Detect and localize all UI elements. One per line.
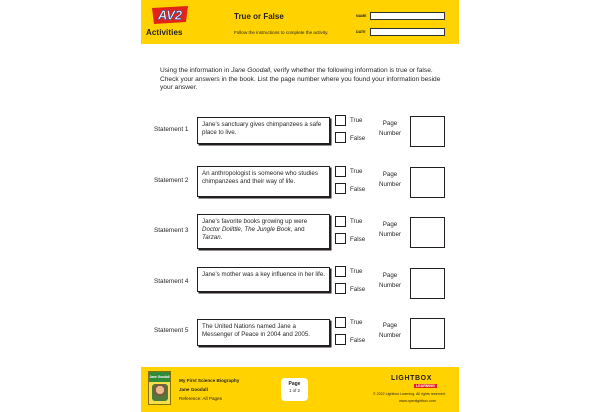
- date-label: DATE: [356, 30, 366, 34]
- page-label-line-1: Page: [382, 322, 398, 329]
- statement-3-page-number-field[interactable]: [410, 217, 445, 248]
- statement-5-page-label: [373, 321, 407, 341]
- statement-3-label: Statement 3: [154, 227, 189, 234]
- statement-3-false-label: False: [350, 236, 366, 243]
- statement-1-true-checkbox[interactable]: [335, 115, 346, 126]
- statement-2-page-number-field[interactable]: [410, 167, 445, 198]
- header-band: [141, 0, 459, 44]
- statement-2-page-label: [373, 170, 407, 190]
- logo-caption: Activities: [146, 28, 183, 37]
- worksheet-subtitle: Follow the instructions to complete the activity.: [234, 30, 329, 35]
- statement-3-page-label: [373, 220, 407, 240]
- statement-1-false-label: False: [350, 135, 366, 142]
- statement-1-label: Statement 1: [154, 126, 189, 133]
- page-label-line-2: Number: [378, 281, 401, 289]
- lightbox-logo-sub: LEARNING: [416, 384, 435, 388]
- statement-5-text: The United Nations named Jane a Messenger of Peace in 2004 and 2005.: [197, 319, 330, 346]
- statement-2-label: Statement 2: [154, 177, 189, 184]
- statement-2-true-checkbox[interactable]: [335, 166, 346, 177]
- statement-2-true-label: True: [350, 168, 363, 175]
- statement-1-false-checkbox[interactable]: [335, 132, 346, 143]
- footer-series: My First Science Biography: [179, 378, 240, 383]
- page-indicator-count: 1 of 2: [289, 388, 300, 393]
- statement-5-true-checkbox[interactable]: [335, 317, 346, 328]
- statement-5-page-number-field[interactable]: [410, 318, 445, 349]
- page-label-line-2: Number: [378, 331, 401, 339]
- statement-3-text-a: Jane’s favorite books growing up were: [202, 218, 308, 225]
- page-label-line-1: Page: [382, 221, 398, 228]
- statement-5-false-label: False: [350, 337, 366, 344]
- statement-4-page-number-field[interactable]: [410, 268, 445, 299]
- lightbox-logo: LIGHTBOX: [391, 375, 432, 382]
- book-cover-image: [148, 371, 171, 405]
- statement-1-page-label: [373, 119, 407, 139]
- statement-2-text: An anthropologist is someone who studies chimpanzees and their way of life.: [197, 166, 330, 197]
- statement-4-page-label: [373, 271, 407, 291]
- svg-text:AV2: AV2: [157, 7, 183, 23]
- statement-4-label: Statement 4: [154, 278, 189, 285]
- instructions-text: [160, 67, 445, 93]
- statement-5-false-checkbox[interactable]: [335, 334, 346, 345]
- instructions-part-1: Using the information in: [160, 67, 232, 74]
- statement-4-true-label: True: [350, 268, 363, 275]
- worksheet-page: [141, 0, 459, 412]
- statement-1-text: Jane’s sanctuary gives chimpanzees a safe place to live.: [197, 117, 330, 144]
- av2-logo: [150, 5, 190, 25]
- footer-book: Jane Goodall: [179, 387, 208, 392]
- instructions-part-2: , verify whether the following information is true or false. Check your answers in the book. List the page number where you found your information beside your answer.: [160, 67, 441, 92]
- name-label: NAME: [356, 14, 367, 18]
- page-label-line-1: Page: [382, 171, 398, 178]
- statement-4-text: Jane’s mother was a key influence in her life.: [197, 267, 330, 292]
- statement-4-false-checkbox[interactable]: [335, 283, 346, 294]
- instructions-book-title: Jane Goodall: [231, 67, 270, 74]
- page-indicator: [281, 378, 308, 401]
- worksheet-title: True or False: [234, 12, 284, 21]
- statement-5-label: Statement 5: [154, 327, 189, 334]
- statement-1-true-label: True: [350, 117, 363, 124]
- copyright-text: © 2022 Lightbox Learning. All rights reserved.: [373, 392, 446, 396]
- statement-2-false-checkbox[interactable]: [335, 183, 346, 194]
- footer-reference: Reference: All Pages: [179, 396, 222, 401]
- statement-3-book-3: Tarzan: [202, 234, 221, 242]
- page-label-line-2: Number: [378, 230, 401, 238]
- page-indicator-label: Page: [288, 381, 301, 387]
- statement-3-false-checkbox[interactable]: [335, 233, 346, 244]
- statement-3-book-1: Doctor Dolittle: [202, 226, 241, 234]
- statement-3-text: [197, 214, 330, 249]
- statement-3-book-2: The Jungle Book: [244, 226, 291, 234]
- statement-3-true-checkbox[interactable]: [335, 216, 346, 227]
- statement-4-true-checkbox[interactable]: [335, 266, 346, 277]
- statement-4-false-label: False: [350, 286, 366, 293]
- page-label-line-1: Page: [382, 272, 398, 279]
- book-cover-photo: [152, 384, 168, 401]
- page-label-line-2: Number: [378, 180, 401, 188]
- statement-3-text-c: , and: [290, 226, 305, 234]
- statement-5-true-label: True: [350, 319, 363, 326]
- date-field[interactable]: [370, 28, 445, 36]
- statement-2-false-label: False: [350, 186, 366, 193]
- book-cover-title: Jane Goodall: [149, 372, 170, 382]
- statement-1-page-number-field[interactable]: [410, 116, 445, 147]
- statement-3-text-d: .: [220, 234, 223, 242]
- statement-3-text-b: ,: [240, 226, 245, 234]
- statement-3-true-label: True: [350, 218, 363, 225]
- website-link[interactable]: www.openlightbox.com: [399, 399, 436, 403]
- page-label-line-1: Page: [382, 120, 398, 127]
- name-field[interactable]: [370, 12, 445, 20]
- page-label-line-2: Number: [378, 129, 401, 137]
